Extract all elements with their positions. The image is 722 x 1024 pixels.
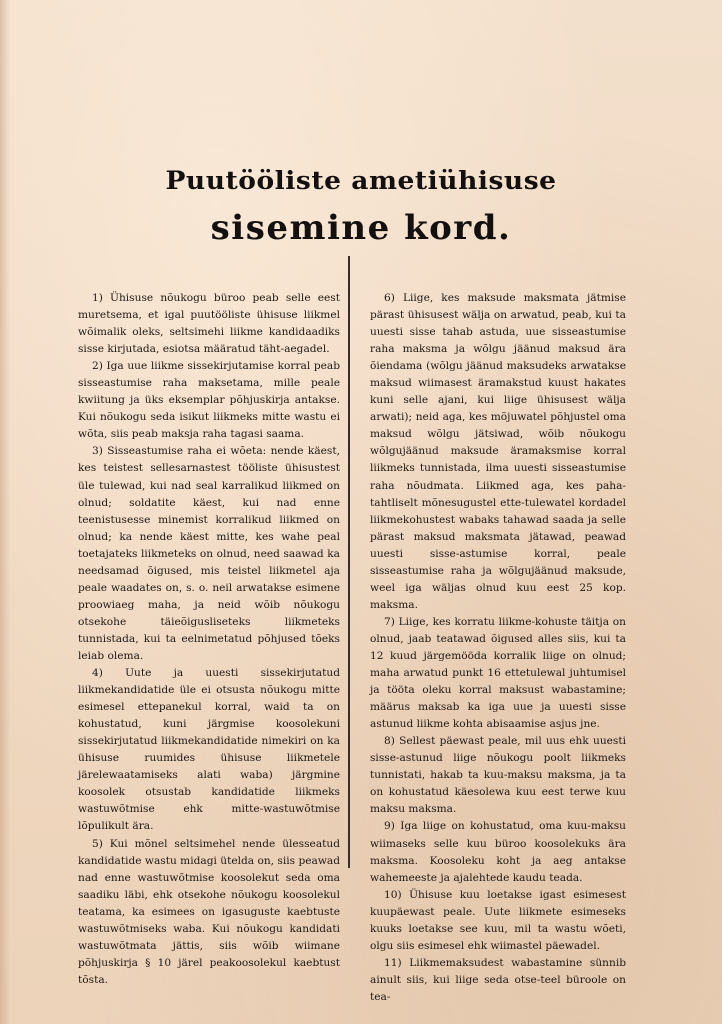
paragraph-7: 7) Liige, kes korratu liikme-kohuste täitja on olnud, jaab teatawad õigused alles siis, kui ta 12 kuud järgemööda korralik liige on olnud; maha arwatud punkt 16 ettetulewal juhtumisel ja tööta oleku korral maksust wabastamine; määrus maksab ka iga uue ja uuesti sisse astunud liikme kohta abisaamise asjus jne. xyxy=(370,615,626,731)
document-title-line-2: sisemine kord. xyxy=(210,208,512,248)
paragraph-5: 5) Kui mõnel seltsimehel nende ülesseatud kandidatide wastu midagi ütelda on, siis peawad nad enne wastuwõtmise koosolekut seda oma saadiku läbi, ehk otsekohe nõukogu koosolekul teatama, ka esimees on igasuguste kaebtuste wastuwõtmiseks waba. Kui nõukogu kandidati wastuwõtmata jättis, siis wõib wiimane põhjuskirja § 10 järel peakoosolekul kaebtust tõsta. xyxy=(78,837,340,986)
document-title-line-1: Puutööliste ametiühisuse xyxy=(165,166,557,195)
paragraph-11: 11) Liikmemaksudest wabastamine sünnib ainult siis, kui liige seda otse-teel büroole on tea- xyxy=(370,956,626,1003)
page-edge-shadow xyxy=(0,0,10,1024)
paragraph-8: 8) Sellest päewast peale, mil uus ehk uuesti sisse-astunud liige nõukogu poolt liikmeks tunnistati, hakab ta kuu-maksu maksma, ja ta on kohustatud käesolewa kuu eest terwe kuu maksu maksma. xyxy=(370,735,626,816)
paragraph-6: 6) Liige, kes maksude maksmata jätmise pärast ühisusest wälja on arwatud, peab, kui ta uuesti sisse tahab astuda, uue sisseastumise raha maksma ja wõlgu jäänud maksud ära õiendama (wõlgu jäänud maksudeks arwatakse maksud wiimasest äramakstud kuust hakates kuni selle ajani, kui liige ühisusest wälja arwati); neid aga, kes mõjuwatel põhjustel oma maksud wõlgu jätsiwad, wõib nõukogu wõlgujäänud maksude äramaksmise korral liikmeks tunnistada, ilma uuesti sisseastumise raha nõudmata. Liikmed aga, kes paha-tahtliselt mõnesugustel ette-tulewatel kordadel liikmekohustest wabaks tahawad saada ja selle pärast maksud maksmata jätawad, peawad uuesti sisse-astumise korral, peale sisseastumise raha ja wõlgujäänud maksude, weel iga wäljas olnud kuu eest 25 kop. maksma. xyxy=(370,292,626,611)
paragraph-10: 10) Ühisuse kuu loetakse igast esimesest kuupäewast peale. Uute liikmete esimeseks kuuks loetakse see kuu, mil ta wastu wõeti, olgu siis esimesel ehk wiimastel päewadel. xyxy=(370,888,626,952)
paragraph-2: 2) Iga uue liikme sissekirjutamise korral peab sisseastumise raha maksetama, mille peale kwiitung ja üks eksemplar põhjuskirja antakse. Kui nõukogu seda isikut liikmeks mitte wastu ei wõta, siis peab maksja raha tagasi saama. xyxy=(78,360,340,441)
right-text-column xyxy=(370,290,626,1006)
paragraph-4: 4) Uute ja uuesti sissekirjutatud liikmekandidatide üle ei otsusta nõukogu mitte esimesel ettepanekul korral, waid ta on kohustatud, kuni järgmise koosolekuni sissekirjutatud liikmekandidatide nimekiri on ka ühisuse ruumides ühisuse liikmetele järelewaatamiseks alati waba) järgmine koosolek otsustab kandidatide liikmeks wastuwõtmise ehk mitte-wastuwõtmise lõpulikult ära. xyxy=(78,667,340,833)
paragraph-3: 3) Sisseastumise raha ei wõeta: nende käest, kes teistest sellesarnastest tööliste ühisustest üle tulewad, kui nad seal karralikud liikmed on olnud; soldatite käest, kui nad enne teenistusesse minemist korralikud liikmed on olnud; ka nende käest mitte, kes wahe peal toetajateks liikmeteks on olnud, need saawad ka needsamad õigused, mis teistel liikmetel aja peale waadates on, s. o. neil arwatakse esimene proowiaeg maha, ja neid wõib nõukogu otsekohe täieõigusliseteks liikmeteks tunnistada, kui ta eelnimetatud põhjused tõeks leiab olema. xyxy=(78,445,340,662)
paragraph-1: 1) Ühisuse nõukogu büroo peab selle eest muretsema, et igal puutööliste ühisuse liikmel wõimalik oleks, seltsimehi liikme kandidaadiks sisse kirjutada, esiotsa määratud täht-aegadel. xyxy=(78,292,340,356)
left-text-column xyxy=(78,290,340,989)
paragraph-9: 9) Iga liige on kohustatud, oma kuu-maksu wiimaseks selle kuu büroo koosolekuks ära maksma. Koosoleku koht ja aeg antakse wahemeeste ja ajalehtede kaudu teada. xyxy=(370,820,626,884)
column-divider xyxy=(348,256,350,868)
